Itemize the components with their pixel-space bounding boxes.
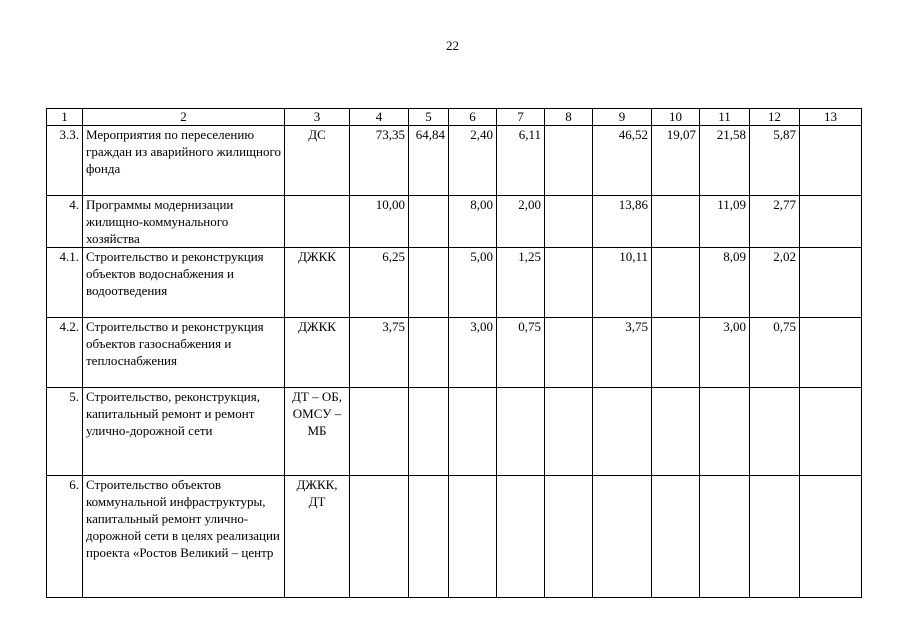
value-cell: [497, 476, 545, 598]
row-executor: ДТ – ОБ, ОМСУ – МБ: [285, 388, 350, 476]
value-cell: [800, 388, 862, 476]
row-number: 4.: [47, 196, 83, 248]
value-cell: 3,75: [350, 318, 409, 388]
row-activity-name: Строительство и реконструкция объектов газоснабжения и теплоснабжения: [83, 318, 285, 388]
header-cell: 11: [700, 109, 750, 126]
value-cell: [350, 388, 409, 476]
value-cell: 3,00: [449, 318, 497, 388]
value-cell: 5,00: [449, 248, 497, 318]
value-cell: [350, 476, 409, 598]
row-executor: [285, 196, 350, 248]
value-cell: [652, 248, 700, 318]
value-cell: 5,87: [750, 126, 800, 196]
value-cell: [545, 318, 593, 388]
header-cell: 5: [409, 109, 449, 126]
row-executor: ДЖКК: [285, 318, 350, 388]
table-row: [47, 248, 862, 318]
value-cell: [593, 388, 652, 476]
value-cell: [800, 126, 862, 196]
value-cell: [449, 388, 497, 476]
value-cell: 46,52: [593, 126, 652, 196]
page-number: 22: [446, 38, 459, 53]
value-cell: 10,11: [593, 248, 652, 318]
row-number: 4.2.: [47, 318, 83, 388]
value-cell: 2,02: [750, 248, 800, 318]
budget-table: [46, 108, 862, 598]
row-number: 6.: [47, 476, 83, 598]
row-activity-name: Строительство объектов коммунальной инфраструктуры, капитальный ремонт улично-дорожной сети в целях реализации проекта «Ростов Великий – центр: [83, 476, 285, 598]
value-cell: 19,07: [652, 126, 700, 196]
row-executor: ДЖКК, ДТ: [285, 476, 350, 598]
value-cell: 0,75: [750, 318, 800, 388]
header-cell: 2: [83, 109, 285, 126]
value-cell: 8,00: [449, 196, 497, 248]
value-cell: 10,00: [350, 196, 409, 248]
value-cell: 64,84: [409, 126, 449, 196]
value-cell: [800, 248, 862, 318]
row-executor: ДЖКК: [285, 248, 350, 318]
table-row: [47, 388, 862, 476]
row-activity-name: Программы модернизации жилищно-коммунального хозяйства: [83, 196, 285, 248]
value-cell: [700, 476, 750, 598]
value-cell: [652, 388, 700, 476]
value-cell: 73,35: [350, 126, 409, 196]
value-cell: [449, 476, 497, 598]
row-number: 3.3.: [47, 126, 83, 196]
table-row: [47, 318, 862, 388]
value-cell: 6,11: [497, 126, 545, 196]
value-cell: 8,09: [700, 248, 750, 318]
header-cell: 13: [800, 109, 862, 126]
value-cell: 3,00: [700, 318, 750, 388]
row-number: 5.: [47, 388, 83, 476]
value-cell: [800, 196, 862, 248]
value-cell: [545, 476, 593, 598]
value-cell: [409, 248, 449, 318]
value-cell: 3,75: [593, 318, 652, 388]
value-cell: [750, 388, 800, 476]
table-row: [47, 126, 862, 196]
header-cell: 4: [350, 109, 409, 126]
value-cell: 2,77: [750, 196, 800, 248]
table-header-row: [47, 109, 862, 126]
header-cell: 9: [593, 109, 652, 126]
table-row: [47, 476, 862, 598]
table-row: [47, 196, 862, 248]
header-cell: 3: [285, 109, 350, 126]
value-cell: [409, 388, 449, 476]
header-cell: 7: [497, 109, 545, 126]
value-cell: [409, 318, 449, 388]
value-cell: 1,25: [497, 248, 545, 318]
header-cell: 1: [47, 109, 83, 126]
row-activity-name: Строительство и реконструкция объектов водоснабжения и водоотведения: [83, 248, 285, 318]
value-cell: [593, 476, 652, 598]
value-cell: [409, 476, 449, 598]
value-cell: [545, 126, 593, 196]
value-cell: [652, 196, 700, 248]
value-cell: 2,40: [449, 126, 497, 196]
value-cell: 6,25: [350, 248, 409, 318]
row-activity-name: Мероприятия по переселению граждан из аварийного жилищного фонда: [83, 126, 285, 196]
row-activity-name: Строительство, реконструкция, капитальный ремонт и ремонт улично-дорожной сети: [83, 388, 285, 476]
value-cell: [497, 388, 545, 476]
value-cell: 13,86: [593, 196, 652, 248]
value-cell: [700, 388, 750, 476]
header-cell: 8: [545, 109, 593, 126]
value-cell: 2,00: [497, 196, 545, 248]
value-cell: 0,75: [497, 318, 545, 388]
value-cell: [545, 196, 593, 248]
row-number: 4.1.: [47, 248, 83, 318]
row-executor: ДС: [285, 126, 350, 196]
header-cell: 10: [652, 109, 700, 126]
value-cell: 21,58: [700, 126, 750, 196]
value-cell: [545, 388, 593, 476]
value-cell: 11,09: [700, 196, 750, 248]
header-cell: 12: [750, 109, 800, 126]
value-cell: [800, 476, 862, 598]
value-cell: [800, 318, 862, 388]
value-cell: [545, 248, 593, 318]
value-cell: [652, 476, 700, 598]
header-cell: 6: [449, 109, 497, 126]
value-cell: [750, 476, 800, 598]
value-cell: [652, 318, 700, 388]
value-cell: [409, 196, 449, 248]
